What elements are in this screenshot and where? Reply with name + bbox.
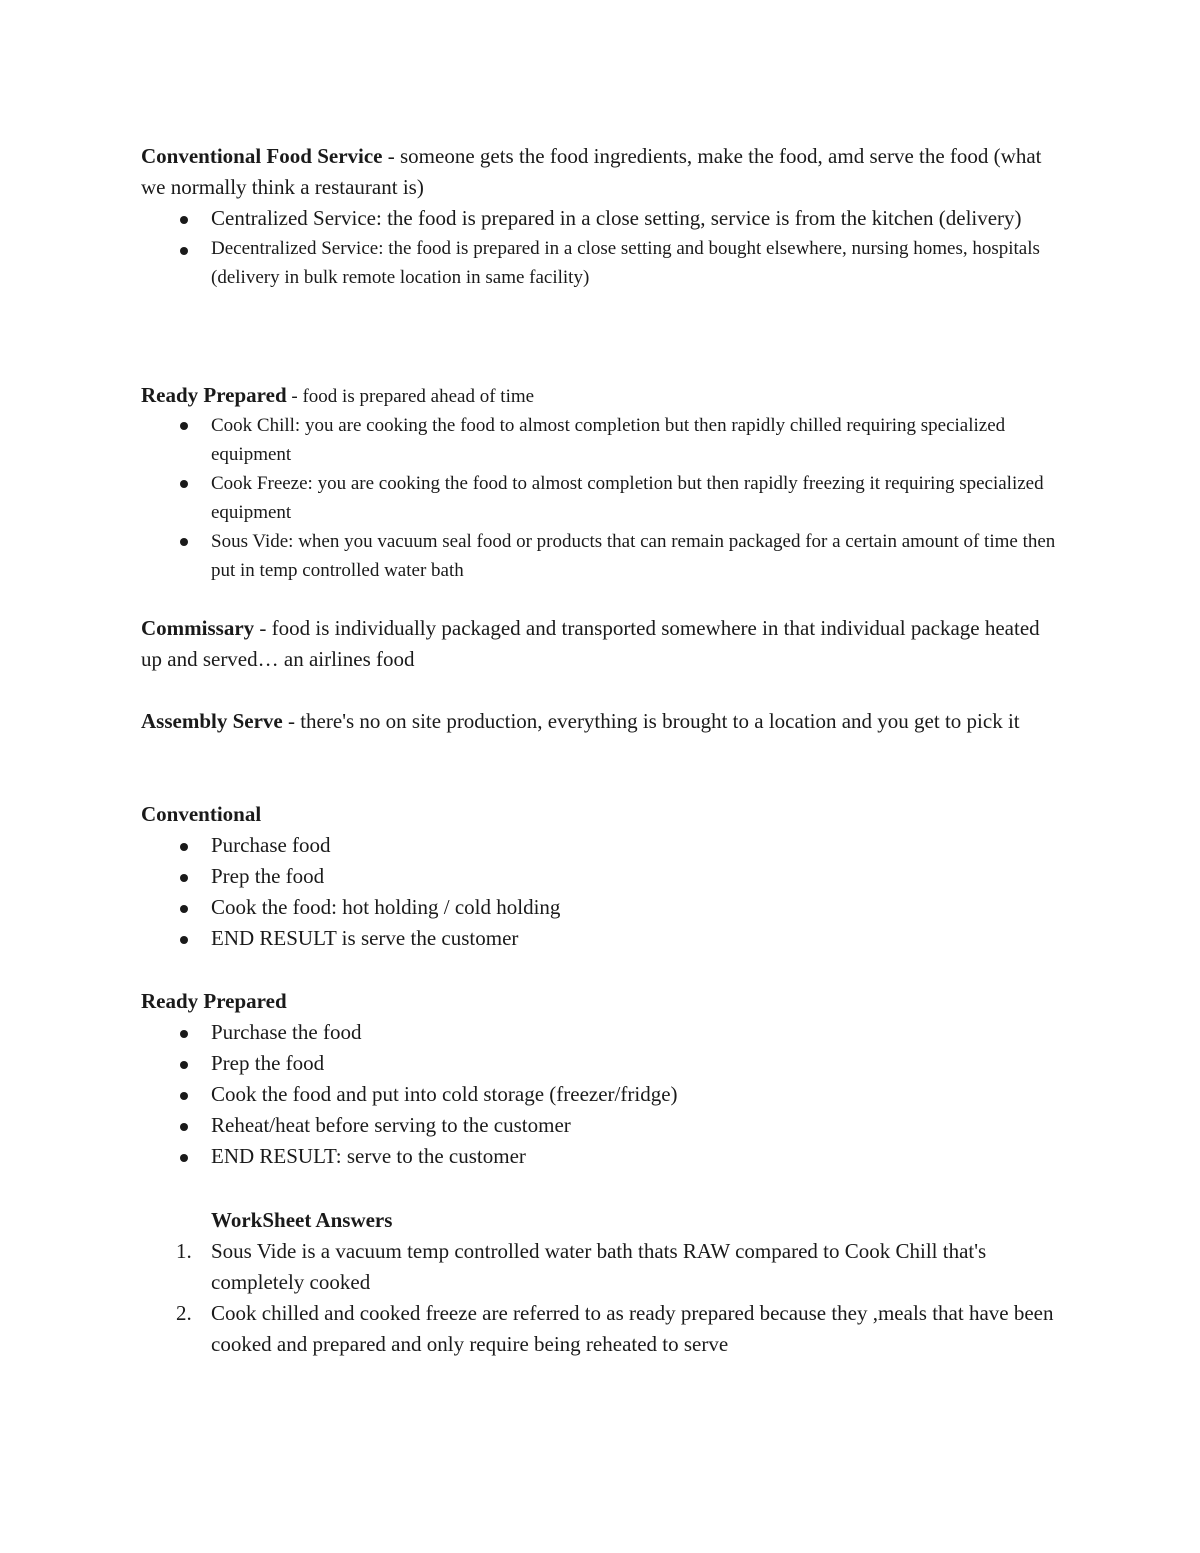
list-item: Sous Vide: when you vacuum seal food or products that can remain packaged for a certain amount of time then put in temp controlled water bath bbox=[141, 527, 1061, 585]
term-heading: Commissary bbox=[141, 616, 255, 640]
list-item: Prep the food bbox=[141, 1048, 1061, 1079]
section-ready-prepared-steps bbox=[141, 986, 1061, 1172]
paragraph bbox=[141, 706, 1061, 737]
definition-text: - someone gets the food ingredients, make the food, amd serve the food (what we normally think a restaurant is) bbox=[141, 144, 1042, 199]
section-assembly-serve bbox=[141, 706, 1061, 737]
list-item: Decentralized Service: the food is prepared in a close setting and bought elsewhere, nursing homes, hospitals (delivery in bulk remote location in same facility) bbox=[141, 234, 1061, 292]
section-conventional-food-service bbox=[141, 141, 1061, 292]
list-item bbox=[141, 1236, 1061, 1298]
list-item: END RESULT is serve the customer bbox=[141, 923, 1061, 954]
paragraph bbox=[141, 613, 1061, 675]
list-number: 2. bbox=[176, 1301, 192, 1325]
list-item: Cook the food and put into cold storage (freezer/fridge) bbox=[141, 1079, 1061, 1110]
list-item: Reheat/heat before serving to the customer bbox=[141, 1110, 1061, 1141]
bullet-list bbox=[141, 1017, 1061, 1172]
section-heading: Ready Prepared bbox=[141, 989, 287, 1013]
list-item: END RESULT: serve to the customer bbox=[141, 1141, 1061, 1172]
bullet-list bbox=[141, 830, 1061, 954]
section-heading: Conventional bbox=[141, 802, 262, 826]
section-conventional-steps bbox=[141, 799, 1061, 954]
answer-text: Cook chilled and cooked freeze are referred to as ready prepared because they ,meals that have been cooked and prepared and only require being reheated to serve bbox=[211, 1301, 1054, 1356]
list-item bbox=[141, 1298, 1061, 1360]
list-item: Purchase the food bbox=[141, 1017, 1061, 1048]
bullet-list bbox=[141, 203, 1061, 292]
paragraph bbox=[141, 381, 1061, 411]
section-worksheet-answers bbox=[141, 1205, 1061, 1360]
list-item: Cook the food: hot holding / cold holding bbox=[141, 892, 1061, 923]
term-heading: Ready Prepared bbox=[141, 383, 287, 407]
term-heading: Assembly Serve bbox=[141, 709, 283, 733]
definition-text: - food is prepared ahead of time bbox=[286, 386, 535, 407]
list-item: Cook Chill: you are cooking the food to almost completion but then rapidly chilled requiring specialized equipment bbox=[141, 411, 1061, 469]
definition-text: - food is individually packaged and transported somewhere in that individual package heated up and served… an airlines food bbox=[141, 616, 1040, 671]
list-number: 1. bbox=[176, 1239, 192, 1263]
definition-text: - there's no on site production, everything is brought to a location and you get to pick it bbox=[282, 709, 1020, 733]
list-item: Cook Freeze: you are cooking the food to almost completion but then rapidly freezing it requiring specialized equipment bbox=[141, 469, 1061, 527]
answer-text: Sous Vide is a vacuum temp controlled water bath thats RAW compared to Cook Chill that's completely cooked bbox=[211, 1239, 987, 1294]
list-item: Purchase food bbox=[141, 830, 1061, 861]
numbered-list bbox=[141, 1236, 1061, 1360]
term-heading: Conventional Food Service bbox=[141, 144, 383, 168]
section-commissary bbox=[141, 613, 1061, 675]
section-ready-prepared bbox=[141, 381, 1061, 585]
list-item: Centralized Service: the food is prepared in a close setting, service is from the kitchen (delivery) bbox=[141, 203, 1061, 234]
bullet-list bbox=[141, 411, 1061, 585]
list-item: Prep the food bbox=[141, 861, 1061, 892]
paragraph bbox=[141, 141, 1061, 203]
worksheet-heading: WorkSheet Answers bbox=[211, 1208, 393, 1232]
